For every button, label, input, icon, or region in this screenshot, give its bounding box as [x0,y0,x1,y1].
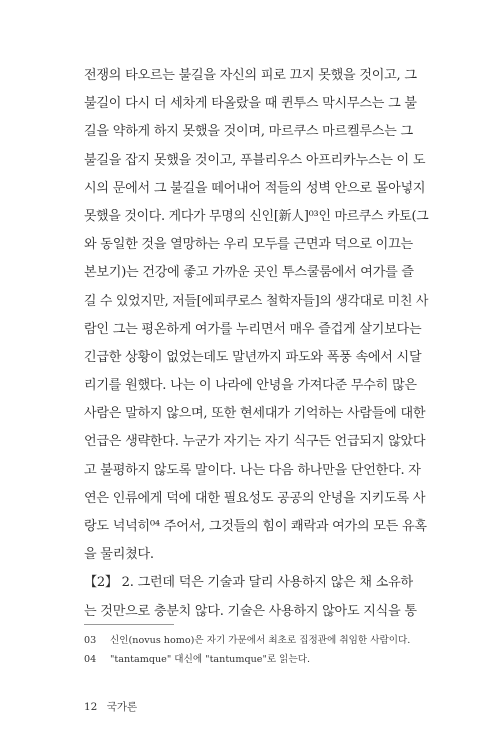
footnote [84,650,432,669]
footnote-text: 신인(novus homo)은 자기 가문에서 최초로 집정관에 취임한 사람이다. [110,635,411,646]
text-line: 【2】 2. 그런데 덕은 기술과 달리 사용하지 않은 채 소유하 [84,575,413,591]
running-title: 국가론 [106,701,138,713]
footnote [84,631,432,650]
footnote-text: "tantamque" 대신에 "tantumque"로 읽는다. [110,654,311,665]
footnote-number: 03 [84,635,97,646]
footnotes [84,631,432,669]
footnote-number: 04 [84,654,97,665]
text-line: 불길을 잡지 못했을 것이고, 푸블리우스 아프리카누스는 이 도 [84,152,426,168]
text-line: 사람은 말하지 않으며, 또한 현세대가 기억하는 사람들에 대한 [84,406,426,422]
text-line: 시의 문에서 그 불길을 떼어내어 적들의 성벽 안으로 몰아넣지 [84,180,426,196]
text-line: 연은 인류에게 덕에 대한 필요성도 공공의 안녕을 지키도록 사 [84,490,426,506]
text-line: 리기를 원했다. 나는 이 나라에 안녕을 가져다준 무수히 많은 [84,378,417,394]
body-text [84,62,432,626]
text-line: 언급은 생략한다. 누군가 자기는 자기 식구든 언급되지 않았다 [84,434,426,450]
page-number: 12 [84,701,98,713]
text-line: 긴급한 상황이 없었는데도 말년까지 파도와 폭풍 속에서 시달 [84,349,422,365]
text-line: 전쟁의 타오르는 불길을 자신의 피로 끄지 못했을 것이고, 그 [84,68,417,83]
page-footer [84,699,137,714]
text-line: 람인 그는 평온하게 여가를 누리면서 매우 즐겁게 살기보다는 [84,321,422,337]
text-line: 와 동일한 것을 열망하는 우리 모두를 근면과 덕으로 이끄는 [84,237,413,253]
text-line: 을 물리쳤다. [84,547,154,563]
text-line: 불길이 다시 더 세차게 타올랐을 때 퀸투스 막시무스는 그 불 [84,96,417,112]
text-line: 고 불평하지 않도록 말이다. 나는 다음 하나만을 단언한다. 자 [84,462,421,478]
text-line: 본보기)는 건강에 좋고 가까운 곳인 투스쿨룸에서 여가를 즐 [84,265,414,281]
text-line: 못했을 것이다. 게다가 무명의 신인[新人]⁰³인 마르쿠스 카토(그 [84,208,429,224]
footnote-divider [84,624,174,625]
text-line: 는 것만으로 충분치 않다. 기술은 사용하지 않아도 지식을 통 [84,603,417,619]
text-line: 길을 약하게 하지 못했을 것이며, 마르쿠스 마르켈루스는 그 [84,124,413,140]
text-line: 랑도 넉넉히⁰⁴ 주어서, 그것들의 힘이 쾌락과 여가의 모든 유혹 [84,519,427,534]
text-line: 길 수 있었지만, 저들[에피쿠로스 철학자들]의 생각대로 미친 사 [84,293,429,309]
